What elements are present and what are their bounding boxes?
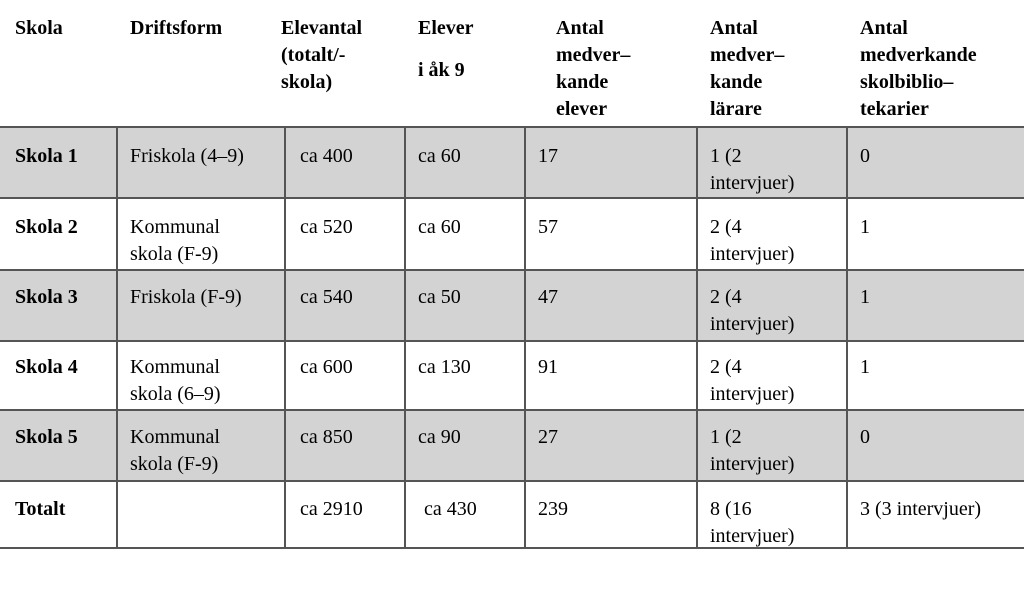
row4-elevantal: ca 600 bbox=[300, 356, 353, 378]
total-bibl: 3 (3 intervjuer) bbox=[860, 498, 982, 520]
row1-driftsform: Friskola (4–9) bbox=[130, 145, 244, 167]
row4-bibl: 1 bbox=[860, 356, 870, 378]
row3-medv-elever: 47 bbox=[538, 286, 558, 308]
row3-larare: 2 (4 intervjuer) bbox=[710, 286, 795, 335]
row3-skola: Skola 3 bbox=[15, 286, 78, 308]
total-larare: 8 (16 intervjuer) bbox=[710, 498, 795, 547]
col-rule-5 bbox=[696, 126, 698, 549]
row4-skola: Skola 4 bbox=[15, 356, 78, 378]
row4-elever9: ca 130 bbox=[418, 356, 471, 378]
row3-bibl: 1 bbox=[860, 286, 870, 308]
row2-bibl: 1 bbox=[860, 216, 870, 238]
row1-larare: 1 (2 intervjuer) bbox=[710, 145, 795, 194]
row2-skola: Skola 2 bbox=[15, 216, 78, 238]
rule-row3 bbox=[0, 340, 1024, 342]
header-elever-line1: Elever bbox=[418, 17, 474, 39]
header-skola: Skola bbox=[15, 17, 63, 39]
row5-skola: Skola 5 bbox=[15, 426, 78, 448]
col-rule-3 bbox=[404, 126, 406, 549]
row4-driftsform: Kommunal skola (6–9) bbox=[130, 356, 221, 405]
row4-larare: 2 (4 intervjuer) bbox=[710, 356, 795, 405]
row2-medv-elever: 57 bbox=[538, 216, 558, 238]
total-elever9: ca 430 bbox=[424, 498, 477, 520]
col-rule-1 bbox=[116, 126, 118, 549]
row2-elever9: ca 60 bbox=[418, 216, 461, 238]
row1-medv-elever: 17 bbox=[538, 145, 558, 167]
rule-row5 bbox=[0, 480, 1024, 482]
row3-elever9: ca 50 bbox=[418, 286, 461, 308]
header-medverkande-larare: Antal medver– kande lärare bbox=[710, 17, 785, 120]
rule-row4 bbox=[0, 409, 1024, 411]
row5-elevantal: ca 850 bbox=[300, 426, 353, 448]
col-rule-4 bbox=[524, 126, 526, 549]
row5-bibl: 0 bbox=[860, 426, 870, 448]
total-label: Totalt bbox=[15, 498, 66, 520]
rule-bottom bbox=[0, 547, 1024, 549]
header-elevantal: Elevantal (totalt/- skola) bbox=[281, 17, 363, 93]
rule-header bbox=[0, 126, 1024, 128]
row1-skola: Skola 1 bbox=[15, 145, 78, 167]
row1-elever9: ca 60 bbox=[418, 145, 461, 167]
header-elever-line2: i åk 9 bbox=[418, 59, 465, 81]
row2-larare: 2 (4 intervjuer) bbox=[710, 216, 795, 265]
rule-row2 bbox=[0, 269, 1024, 271]
row3-elevantal: ca 540 bbox=[300, 286, 353, 308]
row5-medv-elever: 27 bbox=[538, 426, 558, 448]
total-elevantal: ca 2910 bbox=[300, 498, 363, 520]
row5-larare: 1 (2 intervjuer) bbox=[710, 426, 795, 475]
row2-elevantal: ca 520 bbox=[300, 216, 353, 238]
col-rule-2 bbox=[284, 126, 286, 549]
rule-row1 bbox=[0, 197, 1024, 199]
header-driftsform: Driftsform bbox=[130, 17, 223, 39]
col-rule-6 bbox=[846, 126, 848, 549]
row5-elever9: ca 90 bbox=[418, 426, 461, 448]
row4-medv-elever: 91 bbox=[538, 356, 558, 378]
row2-driftsform: Kommunal skola (F-9) bbox=[130, 216, 220, 265]
header-medverkande-bibliotekarier: Antal medverkande skolbiblio– tekarier bbox=[860, 17, 977, 120]
header-medverkande-elever: Antal medver– kande elever bbox=[556, 17, 631, 120]
row1-bibl: 0 bbox=[860, 145, 870, 167]
row5-driftsform: Kommunal skola (F-9) bbox=[130, 426, 220, 475]
row1-elevantal: ca 400 bbox=[300, 145, 353, 167]
total-medv-elever: 239 bbox=[538, 498, 568, 520]
row3-driftsform: Friskola (F-9) bbox=[130, 286, 242, 308]
